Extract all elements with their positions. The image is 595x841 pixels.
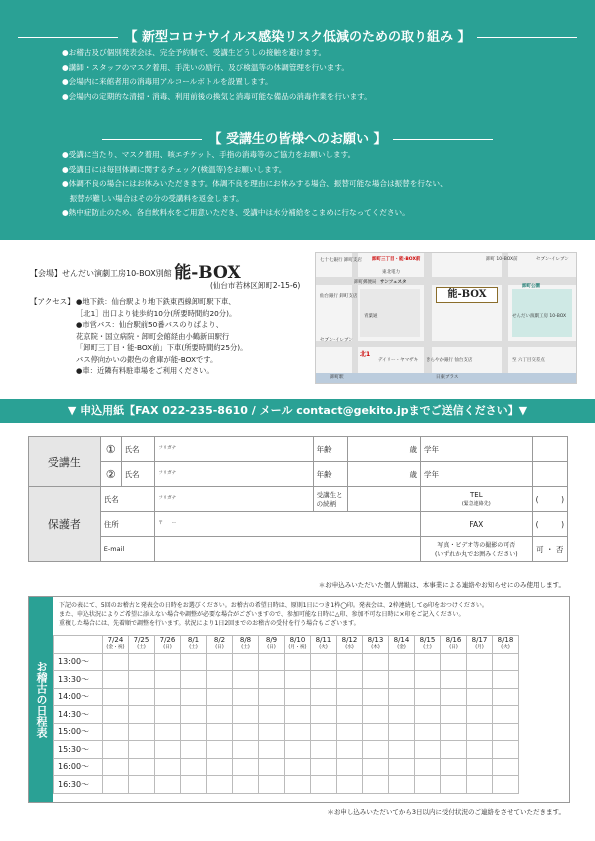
schedule-cell[interactable]	[363, 706, 389, 724]
schedule-cell[interactable]	[259, 776, 285, 794]
schedule-cell[interactable]	[441, 776, 467, 794]
schedule-cell[interactable]	[337, 776, 363, 794]
schedule-cell[interactable]	[363, 776, 389, 794]
time-row	[54, 706, 519, 724]
schedule-cell[interactable]	[415, 741, 441, 759]
schedule-cell[interactable]	[259, 706, 285, 724]
time-row	[54, 776, 519, 794]
schedule-cell[interactable]	[311, 671, 337, 689]
schedule-cell[interactable]	[311, 706, 337, 724]
schedule-cell[interactable]	[103, 723, 129, 741]
venue-address: (仙台市若林区卸町2-15-6)	[210, 281, 301, 290]
schedule-cell[interactable]	[285, 723, 311, 741]
schedule-cell[interactable]	[103, 741, 129, 759]
schedule-cell[interactable]	[207, 741, 233, 759]
schedule-cell[interactable]	[467, 758, 493, 776]
schedule-cell[interactable]	[441, 688, 467, 706]
tel-field[interactable]: ( )	[532, 487, 567, 512]
schedule-cell[interactable]	[155, 758, 181, 776]
schedule-cell[interactable]	[103, 776, 129, 794]
schedule-section	[28, 596, 570, 803]
schedule-cell[interactable]	[155, 776, 181, 794]
schedule-cell[interactable]	[467, 671, 493, 689]
schedule-cell[interactable]	[155, 671, 181, 689]
schedule-cell[interactable]	[181, 723, 207, 741]
info-banner	[0, 0, 595, 240]
schedule-cell[interactable]	[415, 723, 441, 741]
covid-list	[62, 46, 562, 104]
request-title: 【 受講生の皆様へのお願い 】	[0, 128, 595, 147]
schedule-cell[interactable]	[389, 671, 415, 689]
schedule-cell[interactable]	[129, 758, 155, 776]
schedule-cell[interactable]	[155, 653, 181, 671]
schedule-cell[interactable]	[441, 758, 467, 776]
apply-title: ▼ 申込用紙【FAX 022-235-8610 / メール contact@gekito.jpまでご送信ください】▼	[0, 399, 595, 423]
date-header: 8/2 (日)	[207, 636, 233, 654]
time-row	[54, 688, 519, 706]
schedule-cell[interactable]	[155, 741, 181, 759]
schedule-cell[interactable]	[441, 671, 467, 689]
schedule-cell[interactable]	[285, 741, 311, 759]
schedule-cell[interactable]	[155, 706, 181, 724]
schedule-cell[interactable]	[207, 758, 233, 776]
privacy-note: ＊お申込みいただいた個人情報は、本事業による連絡やお知らせにのみ使用します。	[318, 581, 565, 589]
time-row	[54, 653, 519, 671]
schedule-cell[interactable]	[493, 706, 519, 724]
schedule-cell[interactable]	[181, 776, 207, 794]
date-header: 8/16 (日)	[441, 636, 467, 654]
schedule-cell[interactable]	[129, 776, 155, 794]
schedule-cell[interactable]	[259, 653, 285, 671]
date-header: 8/1 (土)	[181, 636, 207, 654]
student-header: 受講生	[29, 437, 101, 487]
schedule-cell[interactable]	[389, 776, 415, 794]
time-row	[54, 741, 519, 759]
schedule-cell[interactable]	[415, 688, 441, 706]
schedule-cell[interactable]	[181, 706, 207, 724]
list-item: ●体調不良の場合にはお休みいただきます。体調不良を理由にお休みする場合、振替可能な場合は振替を行ない、	[62, 179, 448, 188]
date-header: 8/12 (水)	[337, 636, 363, 654]
schedule-cell[interactable]	[467, 653, 493, 671]
schedule-cell[interactable]	[207, 688, 233, 706]
date-header: 8/18 (火)	[493, 636, 519, 654]
schedule-cell[interactable]	[389, 723, 415, 741]
schedule-cell[interactable]	[259, 671, 285, 689]
schedule-cell[interactable]	[493, 653, 519, 671]
time-row	[54, 723, 519, 741]
schedule-cell[interactable]	[311, 653, 337, 671]
schedule-cell[interactable]	[415, 758, 441, 776]
schedule-cell[interactable]	[129, 741, 155, 759]
schedule-cell[interactable]	[285, 671, 311, 689]
schedule-cell[interactable]	[337, 723, 363, 741]
schedule-cell[interactable]	[285, 653, 311, 671]
date-header: 7/26 (日)	[155, 636, 181, 654]
schedule-cell[interactable]	[233, 653, 259, 671]
schedule-cell[interactable]	[441, 653, 467, 671]
schedule-cell[interactable]	[233, 776, 259, 794]
schedule-cell[interactable]	[337, 758, 363, 776]
schedule-cell[interactable]	[233, 741, 259, 759]
request-list	[62, 148, 562, 221]
time-label: 13:00〜	[54, 653, 103, 671]
student2-grade-field[interactable]	[532, 462, 567, 487]
schedule-cell[interactable]	[129, 653, 155, 671]
schedule-cell[interactable]	[259, 688, 285, 706]
schedule-cell[interactable]	[493, 758, 519, 776]
time-label: 15:00〜	[54, 723, 103, 741]
schedule-cell[interactable]	[493, 776, 519, 794]
time-label: 14:00〜	[54, 688, 103, 706]
schedule-cell[interactable]	[129, 706, 155, 724]
date-header: 8/9 (日)	[259, 636, 285, 654]
schedule-cell[interactable]	[493, 671, 519, 689]
schedule-cell[interactable]	[415, 671, 441, 689]
relation-field[interactable]	[347, 487, 420, 512]
schedule-cell[interactable]	[415, 776, 441, 794]
covid-title: 【 新型コロナウイルス感染リスク低減のための取り組み 】	[0, 26, 595, 45]
access-map: 七十七銀行 卸町支店 卸町三丁目・能-BOX前 卸町 10-BOX前 セブン-イレブン 東北電力 卸町郵便局 サンフェスタ 仙台銀行 卸町支店 卸町公園 青葉通 せんだい演劇工房 10-BOX セブン-イレブン 北1 デイリー・ヤマザキ きらやか銀行 仙台支店 至 六丁目交差点 卸町駅 日東ブラス 能-BOX	[315, 252, 577, 384]
schedule-cell[interactable]	[233, 758, 259, 776]
schedule-cell[interactable]	[181, 653, 207, 671]
schedule-cell[interactable]	[207, 776, 233, 794]
schedule-cell[interactable]	[415, 653, 441, 671]
date-header: 7/24 (金・祝)	[103, 636, 129, 654]
student1-grade-field[interactable]	[532, 437, 567, 462]
date-header: 7/25 (土)	[129, 636, 155, 654]
date-header: 8/13 (木)	[363, 636, 389, 654]
schedule-cell[interactable]	[129, 723, 155, 741]
time-label: 13:30〜	[54, 671, 103, 689]
schedule-cell[interactable]	[207, 723, 233, 741]
nobox-marker: 能-BOX	[436, 287, 498, 303]
schedule-side-title: お稽古の日程表	[29, 597, 53, 802]
schedule-cell[interactable]	[467, 706, 493, 724]
schedule-cell[interactable]	[103, 671, 129, 689]
schedule-cell[interactable]	[441, 706, 467, 724]
schedule-cell[interactable]	[441, 741, 467, 759]
date-header: 8/11 (火)	[311, 636, 337, 654]
schedule-cell[interactable]	[103, 706, 129, 724]
access-label: 【アクセス】	[30, 297, 75, 306]
venue-big-name: 能-BOX	[174, 263, 241, 283]
schedule-cell[interactable]	[233, 671, 259, 689]
schedule-cell[interactable]	[389, 758, 415, 776]
schedule-cell[interactable]	[363, 688, 389, 706]
application-form: 受講生 ① 氏名 $^{フリガナ}$ 年齢 歳 学年 ② 氏名 $^{フリガナ}$ 年齢 歳 学年 保護者 氏名 $^{フリガナ}$ 受講生との続柄 TEL (緊急連絡先) ( ) 住所 $^{〒 ー}$ FAX ( ) E-mail 写真・ビデオ等の撮影の可否 (いずれか丸でお囲みください) 可 ・ 否	[28, 436, 568, 562]
schedule-table	[53, 635, 519, 794]
venue-line: 【会場】せんだい演劇工房10-BOX別館 能-BOX	[30, 263, 241, 283]
time-label: 16:00〜	[54, 758, 103, 776]
schedule-instructions: 下記の表にて、5回のお稽古と発表会の日時をお選びください。お稽古の希望日時は、原則1日につき1枠◯印。発表会は、2枠連続して◎印をおつけください。 また、申込状況によりご希望に添えない場合や調整が必要な場合がございますので、参加可能な日時に△印、参加不可な日時に×印をご記入ください。 重複した場合には、先着順で調整を行います。状況により1日2回までのお稽古の受付を行う場合もございます。	[59, 602, 488, 627]
time-row	[54, 758, 519, 776]
list-item: ●講師・スタッフのマスク着用、手洗いの励行、及び検温等の体調管理を行います。	[62, 62, 349, 72]
schedule-cell[interactable]	[493, 741, 519, 759]
schedule-cell[interactable]	[467, 723, 493, 741]
schedule-cell[interactable]	[467, 776, 493, 794]
schedule-cell[interactable]	[389, 653, 415, 671]
student2-name-field[interactable]: フリガナ	[155, 462, 313, 487]
schedule-cell[interactable]	[337, 741, 363, 759]
date-header: 8/17 (月)	[467, 636, 493, 654]
schedule-cell[interactable]	[259, 758, 285, 776]
schedule-cell[interactable]	[337, 653, 363, 671]
list-item: ●受講に当たり、マスク着用、咳エチケット、手指の消毒等のご協力をお願いします。	[62, 150, 356, 159]
email-field[interactable]	[155, 537, 421, 562]
schedule-cell[interactable]	[389, 688, 415, 706]
reply-note: ＊お申し込みいただいてから3日以内に受付状況のご連絡をさせていただきます。	[327, 808, 565, 816]
schedule-cell[interactable]	[363, 653, 389, 671]
list-item: ●お稽古及び個別発表会は、完全予約制で、受講生どうしの接触を避けます。	[62, 48, 327, 57]
photo-consent-field[interactable]: 可 ・ 否	[532, 537, 567, 562]
schedule-cell[interactable]	[311, 741, 337, 759]
schedule-cell[interactable]	[181, 758, 207, 776]
guardian-header: 保護者	[29, 487, 101, 562]
list-item: ●受講日には毎回体調に関するチェック(検温等)をお願いします。	[62, 164, 287, 174]
schedule-cell[interactable]	[311, 723, 337, 741]
schedule-cell[interactable]	[207, 706, 233, 724]
schedule-cell[interactable]	[337, 688, 363, 706]
schedule-cell[interactable]	[467, 741, 493, 759]
schedule-cell[interactable]	[285, 758, 311, 776]
list-item: ●会場内の定期的な清掃・消毒、利用前後の換気と消毒可能な備品の消毒作業を行います。	[62, 91, 372, 101]
date-header: 8/14 (金)	[389, 636, 415, 654]
guardian-name-field[interactable]: フリガナ	[155, 487, 313, 512]
schedule-cell[interactable]	[285, 776, 311, 794]
schedule-cell[interactable]	[363, 741, 389, 759]
date-header: 8/10 (月・祝)	[285, 636, 311, 654]
schedule-cell[interactable]	[259, 741, 285, 759]
student1-name-field[interactable]: フリガナ	[155, 437, 313, 462]
schedule-cell[interactable]	[259, 723, 285, 741]
schedule-cell[interactable]	[493, 688, 519, 706]
schedule-cell[interactable]	[363, 758, 389, 776]
access-list: ●地下鉄：仙台駅より地下鉄東西線卸町駅下車、 ［北1］出口より徒歩約10分(所要時間約20分)。 ●市営バス：仙台駅前50番バスのりばより、 花京院・国立病院・卸町会館経由小鶴新田駅行 「卸町三丁目・能-BOX前」下車(所要時間約25分)。 バス停向かいの銀色の倉庫が能-BOXです。 ●車：近隣有料駐車場をご利用ください。	[76, 297, 248, 375]
schedule-cell[interactable]	[103, 688, 129, 706]
schedule-cell[interactable]	[129, 688, 155, 706]
address-field[interactable]: 〒 ー	[155, 512, 421, 537]
schedule-cell[interactable]	[207, 653, 233, 671]
time-label: 16:30〜	[54, 776, 103, 794]
schedule-cell[interactable]	[233, 723, 259, 741]
date-header: 8/15 (土)	[415, 636, 441, 654]
schedule-cell[interactable]	[311, 758, 337, 776]
date-header: 8/8 (土)	[233, 636, 259, 654]
list-item: 振替が難しい場合はその分の受講料を返金します。	[62, 193, 244, 203]
schedule-cell[interactable]	[467, 688, 493, 706]
schedule-cell[interactable]	[389, 741, 415, 759]
schedule-cell[interactable]	[311, 688, 337, 706]
schedule-cell[interactable]	[181, 688, 207, 706]
schedule-cell[interactable]	[493, 723, 519, 741]
schedule-cell[interactable]	[181, 671, 207, 689]
schedule-cell[interactable]	[337, 706, 363, 724]
schedule-cell[interactable]	[129, 671, 155, 689]
time-label: 14:30〜	[54, 706, 103, 724]
schedule-cell[interactable]	[233, 706, 259, 724]
schedule-cell[interactable]	[415, 706, 441, 724]
schedule-cell[interactable]	[103, 758, 129, 776]
schedule-cell[interactable]	[363, 671, 389, 689]
schedule-cell[interactable]	[337, 671, 363, 689]
schedule-cell[interactable]	[233, 688, 259, 706]
schedule-cell[interactable]	[103, 653, 129, 671]
schedule-cell[interactable]	[285, 706, 311, 724]
student1-age-field[interactable]: 歳	[347, 437, 420, 462]
time-label: 15:30〜	[54, 741, 103, 759]
schedule-cell[interactable]	[155, 723, 181, 741]
student2-age-field[interactable]: 歳	[347, 462, 420, 487]
schedule-cell[interactable]	[181, 741, 207, 759]
schedule-cell[interactable]	[155, 688, 181, 706]
fax-field[interactable]: ( )	[532, 512, 567, 537]
schedule-cell[interactable]	[363, 723, 389, 741]
schedule-cell[interactable]	[207, 671, 233, 689]
schedule-cell[interactable]	[285, 688, 311, 706]
list-item: ●会場内に来館者用の消毒用アルコールボトルを設置します。	[62, 77, 273, 86]
list-item: ●熱中症防止のため、各自飲料水をご用意いただき、受講中は水分補給をこまめに行なってください。	[62, 208, 410, 217]
date-header-row	[54, 636, 519, 654]
schedule-cell[interactable]	[389, 706, 415, 724]
schedule-cell[interactable]	[311, 776, 337, 794]
time-row	[54, 671, 519, 689]
schedule-cell[interactable]	[441, 723, 467, 741]
